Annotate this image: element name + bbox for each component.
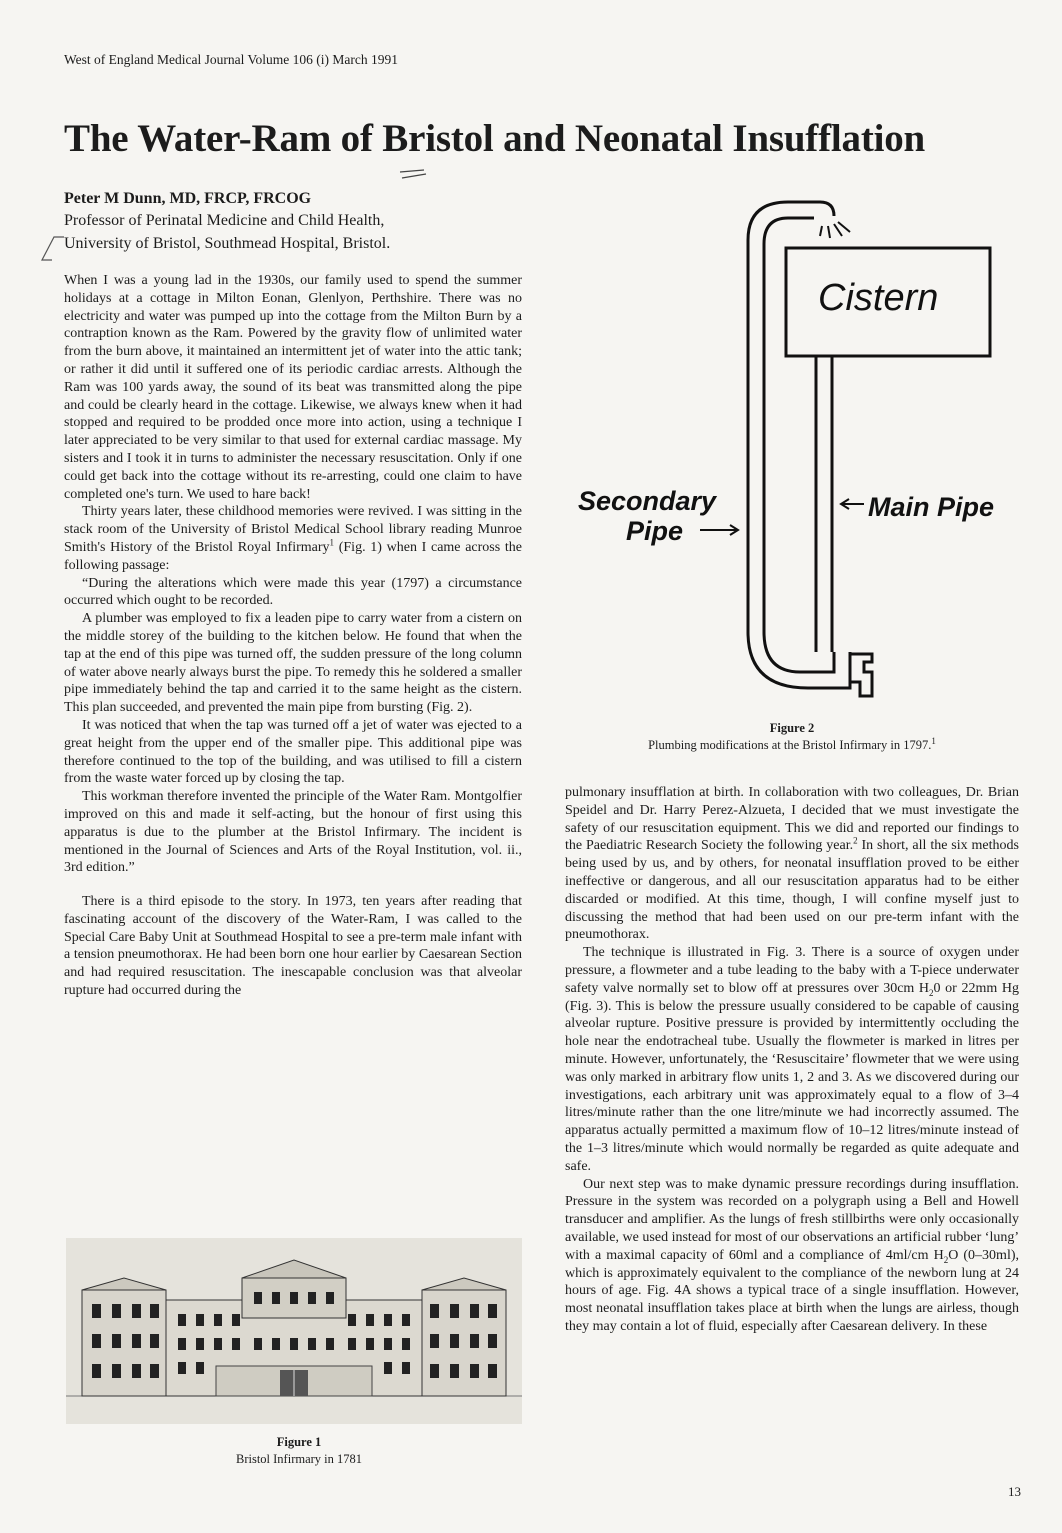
paragraph: pulmonary insufflation at birth. In collaboration with two colleagues, Dr. Brian Speidel and Dr. Harry Perez-Alzueta, I decided that we must investigate the safety of our resuscitation equipment. This we did and reported our findings to the Paediatric Research Society the following year.$^2$ In short, all the six methods being used by us, and by others, for neonatal insufflation proved to be either ineffective or dangerous, and all our resuscitation apparatus had to be either discarded or modified. At this time, though, I will confine myself just to discussing the method that had been used on our pre-term infant with the pneumothorax. <box>565 785 1019 943</box>
article-title: The Water-Ram of Bristol and Neonatal Insufflation <box>64 117 926 160</box>
main-pipe-label: Main Pipe <box>868 492 995 522</box>
page-number: 13 <box>1008 1484 1021 1499</box>
author-name: Peter M Dunn, MD, FRCP, FRCOG <box>64 190 312 207</box>
quote-paragraph: It was noticed that when the tap was turned off a jet of water was ejected to a great height from the upper end of the smaller pipe. This additional pipe was therefore continued to the top of the building, and was utilised to fill a cistern from the waste water forced up by closing the tap. <box>64 717 522 787</box>
left-column <box>64 272 522 1000</box>
figure1-caption-text: Bristol Infirmary in 1781 <box>235 1452 363 1466</box>
quote-paragraph: “During the alterations which were made this year (1797) a circumstance occurred which ought to be recorded. <box>64 575 522 609</box>
figure2-diagram <box>572 192 1012 712</box>
right-column <box>565 784 1019 1336</box>
figure1-image <box>66 1238 522 1424</box>
secondary-pipe-label-2: Pipe <box>626 516 684 546</box>
handwritten-bracket <box>20 234 68 264</box>
paragraph: Our next step was to make dynamic pressure recordings during insufflation. Pressure in the system was recorded on a polygraph using a Bell and Howell transducer and amplifier. As the lungs of fresh stillbirths were only occasionally available, we used instead for most of our observations an artificial rubber ‘lung’ with a maximal capacity of 60ml and a compliance of 4ml/cm $H_2O$ (0–30ml), which is approximately equivalent to the compliance of the newborn lung at 24 hours of age. Fig. 4A shows a typical trace of a single insufflation. However, most neonatal insufflation takes place at birth when the lungs are airless, though they may contain a lot of fluid, especially after Caesarean delivery. In these <box>565 1176 1019 1334</box>
handwritten-mark <box>396 166 430 184</box>
paragraph: Thirty years later, these childhood memories were revived. I was sitting in the stack room of the University of Bristol Medical School library reading Munroe Smith's History of the Bristol Royal Infirmary$^1$ (Fig. 1) when I came across the following passage: <box>64 504 522 573</box>
figure1-caption <box>64 1434 534 1468</box>
quote-paragraph: A plumber was employed to fix a leaden pipe to carry water from a cistern on the middle storey of the building to the kitchen below. He found that when the tap at the end of this pipe was turned off, the sudden pressure of the long column of water above nearly always burst the pipe. To remedy this he soldered a smaller pipe immediately behind the tap and carried it to the same height as the cistern. This plan succeeded, and prevented the main pipe from bursting (Fig. 2). <box>64 611 522 716</box>
paragraph: The technique is illustrated in Fig. 3. There is a source of oxygen under pressure, a flowmeter and a tube leading to the baby with a T-piece underwater safety valve normally set to blow off at pressures over 30cm $H_20$ or 22mm Hg (Fig. 3). This is below the pressure usually considered to be capable of causing alveolar rupture. Positive pressure is provided by intermittently occluding the hole near the endotracheal tube. Usually the flowmeter is marked in litres per minute. However, unfortunately, the ‘Resuscitaire’ flowmeter that we were using was only marked in arbitrary flow units 1, 2 and 3. As we discovered during our investigations, each arbitrary unit was approximately equal to a flow of 3–4 litres/minute rather than the one litre/minute we had incorrectly assumed. The apparatus actually permitted a maximum flow of 10–12 litres/minute instead of the 1–3 litres/minute which would normally be regarded as quite adequate and safe. <box>565 945 1019 1174</box>
affiliation-line1: Professor of Perinatal Medicine and Child Health, <box>64 212 385 229</box>
figure2-label: Figure 2 <box>769 721 815 735</box>
figure2-caption-text: Plumbing modifications at the Bristol Infirmary in 1797.$^1$ <box>648 735 936 752</box>
cistern-label: Cistern <box>818 277 939 319</box>
paragraph: There is a third episode to the story. In 1973, ten years after reading that fascinating account of the discovery of the Water-Ram, I was called to the Special Care Baby Unit at Southmead Hospital to see a pre-term male infant with a tension pneumothorax. He had been born one hour earlier by Caesarean Section and had required resuscitation. The inescapable conclusion was that alveolar rupture had occurred during the <box>64 894 522 999</box>
secondary-pipe-label-1: Secondary <box>578 486 717 516</box>
journal-header: West of England Medical Journal Volume 106 (i) March 1991 <box>64 52 398 67</box>
figure2-caption <box>565 720 1019 754</box>
paragraph: When I was a young lad in the 1930s, our family used to spend the summer holidays at a cottage in Milton Eonan, Glenlyon, Perthshire. There was no electricity and water was pumped up into the cottage from the Milton Burn by a contraption known as the Ram. Powered by the gravity flow of unlimited water from the burn above, it maintained an intermittent jet of water into the attic tank; or rather it did until it suffered one of its periodic cardiac arrests. Although the Ram was 100 yards away, the sound of its beat was transmitted along the pipe and could be clearly heard in the cottage. Likewise, we always knew when it had stopped and required to be prodded once more into action, using a technique I later appreciated to be very similar to that used for external cardiac massage. My sisters and I took it in turns to administer the necessary resuscitation. Only if one could get back into the cottage without its re-arresting, could one claim to have completed one's turn. We used to hare back! <box>64 273 522 502</box>
figure1-label: Figure 1 <box>276 1435 322 1449</box>
quote-paragraph: This workman therefore invented the principle of the Water Ram. Montgolfier improved on this and made it self-acting, but the honour of first using this apparatus is due to the plumber at the Bristol Infirmary. The incident is mentioned in the Journal of Sciences and Arts of the Royal Institution, vol. ii., 3rd edition.” <box>64 789 522 876</box>
affiliation-line2: University of Bristol, Southmead Hospital, Bristol. <box>64 235 391 252</box>
